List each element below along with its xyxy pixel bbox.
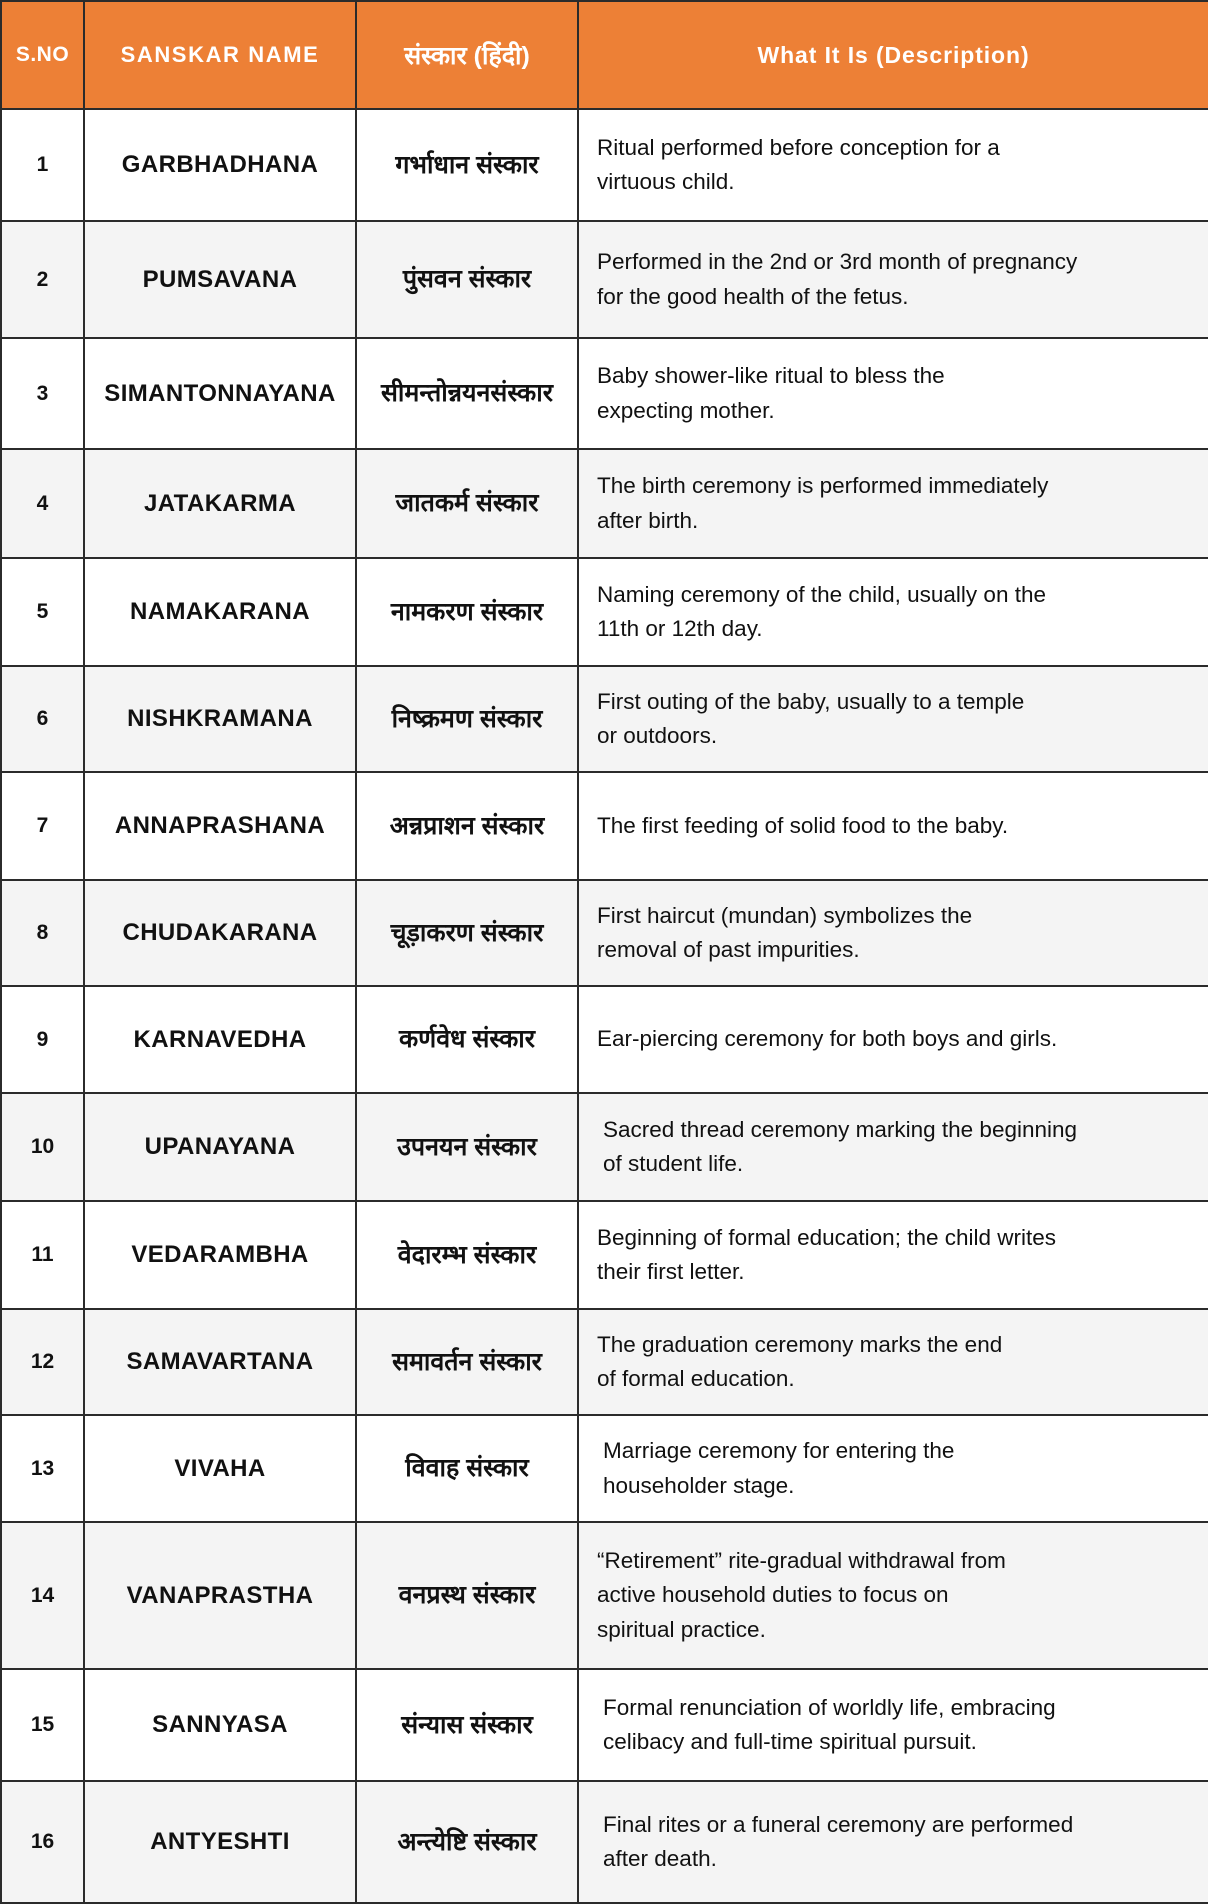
table-row — [1, 666, 1208, 772]
column-header-sno — [1, 1, 84, 109]
cell-sanskar-name: KARNAVEDHA — [84, 986, 356, 1093]
table-body — [1, 109, 1208, 1903]
table-row — [1, 1669, 1208, 1781]
cell-description — [578, 1669, 1208, 1781]
cell-sno: 13 — [1, 1415, 84, 1522]
cell-sanskar-hindi: गर्भाधान संस्कार — [356, 109, 578, 221]
cell-description-line: of student life. — [603, 1151, 744, 1176]
cell-sno: 10 — [1, 1093, 84, 1201]
cell-sanskar-name: ANNAPRASHANA — [84, 772, 356, 880]
table-row — [1, 558, 1208, 666]
cell-description-line: active household duties to focus on — [597, 1582, 949, 1608]
cell-description-line: Naming ceremony of the child, usually on the — [597, 581, 1046, 607]
cell-sanskar-name: CHUDAKARANA — [84, 880, 356, 986]
cell-sno: 11 — [1, 1201, 84, 1309]
cell-sanskar-hindi: वेदारम्भ संस्कार — [356, 1201, 578, 1309]
table-row — [1, 1781, 1208, 1903]
cell-sno: 8 — [1, 880, 84, 986]
cell-sno: 6 — [1, 666, 84, 772]
cell-sanskar-hindi: नामकरण संस्कार — [356, 558, 578, 666]
cell-description-line: Final rites or a funeral ceremony are performed — [603, 1811, 1074, 1837]
column-header-sanskar-name — [84, 1, 356, 109]
cell-description-line: Performed in the 2nd or 3rd month of pregnancy — [597, 249, 1078, 275]
cell-sanskar-name: GARBHADHANA — [84, 109, 356, 221]
cell-description-line: Formal renunciation of worldly life, embracing — [603, 1694, 1056, 1720]
cell-description — [578, 109, 1208, 221]
column-header-description — [578, 1, 1208, 109]
table-row — [1, 221, 1208, 338]
table-row — [1, 338, 1208, 449]
cell-description-line: spiritual practice. — [597, 1616, 766, 1642]
cell-sno: 15 — [1, 1669, 84, 1781]
cell-sanskar-hindi: अन्नप्राशन संस्कार — [356, 772, 578, 880]
cell-sanskar-name: SIMANTONNAYANA — [84, 338, 356, 449]
cell-description-line: celibacy and full-time spiritual pursuit. — [603, 1729, 977, 1754]
cell-sanskar-hindi-line: सीमन्तोन्नयन — [381, 379, 491, 408]
cell-description-line: for the good health of the fetus. — [597, 283, 909, 309]
cell-sno: 16 — [1, 1781, 84, 1903]
cell-sanskar-name: VANAPRASTHA — [84, 1522, 356, 1669]
cell-sanskar-name: JATAKARMA — [84, 449, 356, 558]
cell-description-line: after birth. — [597, 507, 699, 533]
cell-sanskar-hindi: विवाह संस्कार — [356, 1415, 578, 1522]
cell-sno: 3 — [1, 338, 84, 449]
table-row — [1, 449, 1208, 558]
cell-sanskar-name: NAMAKARANA — [84, 558, 356, 666]
cell-description — [578, 1415, 1208, 1522]
cell-description-line: The birth ceremony is performed immediately — [597, 473, 1049, 499]
cell-description — [578, 338, 1208, 449]
cell-sanskar-name: PUMSAVANA — [84, 221, 356, 338]
table-row — [1, 772, 1208, 880]
cell-description-line: Sacred thread ceremony marking the beginning — [603, 1116, 1078, 1142]
cell-description — [578, 1522, 1208, 1669]
cell-sanskar-hindi: वनप्रस्थ संस्कार — [356, 1522, 578, 1669]
column-header-sanskar-name-label: SANSKAR NAME — [120, 42, 320, 67]
cell-sanskar-name: VIVAHA — [84, 1415, 356, 1522]
cell-sanskar-hindi: अन्त्येष्टि संस्कार — [356, 1781, 578, 1903]
cell-description-line: Marriage ceremony for entering the — [603, 1438, 955, 1464]
cell-sanskar-hindi: चूड़ाकरण संस्कार — [356, 880, 578, 986]
cell-sno: 4 — [1, 449, 84, 558]
cell-description — [578, 1201, 1208, 1309]
cell-description-line: Baby shower-like ritual to bless the — [597, 363, 945, 389]
cell-description — [578, 1781, 1208, 1903]
table-row — [1, 880, 1208, 986]
table-row — [1, 986, 1208, 1093]
cell-description-line: Beginning of formal education; the child writes — [597, 1224, 1057, 1250]
cell-description-line: householder stage. — [603, 1472, 795, 1498]
cell-description-line: 11th or 12th day. — [597, 616, 763, 641]
cell-sanskar-hindi: संन्यास संस्कार — [356, 1669, 578, 1781]
cell-description-line: their first letter. — [597, 1259, 745, 1284]
cell-sanskar-hindi: जातकर्म संस्कार — [356, 449, 578, 558]
table-row — [1, 1415, 1208, 1522]
cell-sno: 2 — [1, 221, 84, 338]
table-row — [1, 109, 1208, 221]
cell-sanskar-name: VEDARAMBHA — [84, 1201, 356, 1309]
cell-sanskar-name: SANNYASA — [84, 1669, 356, 1781]
cell-sanskar-name: NISHKRAMANA — [84, 666, 356, 772]
table-row — [1, 1309, 1208, 1415]
table-row — [1, 1093, 1208, 1201]
cell-sno: 1 — [1, 109, 84, 221]
cell-description-line: Ear-piercing ceremony for both boys and girls. — [597, 1026, 1058, 1052]
cell-description — [578, 666, 1208, 772]
cell-sanskar-hindi: उपनयन संस्कार — [356, 1093, 578, 1201]
cell-sanskar-hindi: कर्णवेध संस्कार — [356, 986, 578, 1093]
cell-description-line: expecting mother. — [597, 397, 775, 423]
cell-description — [578, 449, 1208, 558]
cell-sno: 7 — [1, 772, 84, 880]
cell-description — [578, 221, 1208, 338]
column-header-sanskar-hindi-label: संस्कार (हिंदी) — [404, 42, 530, 70]
cell-sanskar-name: ANTYESHTI — [84, 1781, 356, 1903]
cell-sanskar-hindi — [356, 338, 578, 449]
table-header — [1, 1, 1208, 109]
cell-sno: 5 — [1, 558, 84, 666]
cell-sanskar-hindi-line: संस्कार — [490, 379, 553, 408]
cell-sanskar-hindi: समावर्तन संस्कार — [356, 1309, 578, 1415]
cell-description-line: “Retirement” rite-gradual withdrawal from — [597, 1548, 1006, 1574]
cell-description — [578, 558, 1208, 666]
cell-sanskar-hindi: निष्क्रमण संस्कार — [356, 666, 578, 772]
column-header-description-label: What It Is (Description) — [757, 41, 1030, 68]
table-row — [1, 1522, 1208, 1669]
cell-description — [578, 1093, 1208, 1201]
cell-sno: 9 — [1, 986, 84, 1093]
cell-description-line: The first feeding of solid food to the baby. — [597, 812, 1009, 838]
cell-sanskar-name: UPANAYANA — [84, 1093, 356, 1201]
cell-description-line: First haircut (mundan) symbolizes the — [597, 902, 973, 928]
cell-sanskar-hindi: पुंसवन संस्कार — [356, 221, 578, 338]
cell-description-line: First outing of the baby, usually to a temple — [597, 688, 1025, 714]
cell-description-line: removal of past impurities. — [597, 937, 860, 962]
table-row — [1, 1201, 1208, 1309]
cell-description — [578, 1309, 1208, 1415]
cell-description-line: Ritual performed before conception for a — [597, 134, 1000, 160]
cell-sno: 14 — [1, 1522, 84, 1669]
cell-description — [578, 986, 1208, 1093]
cell-description — [578, 772, 1208, 880]
cell-description — [578, 880, 1208, 986]
cell-description-line: after death. — [603, 1846, 717, 1871]
column-header-sanskar-hindi — [356, 1, 578, 109]
cell-description-line: of formal education. — [597, 1366, 795, 1391]
cell-description-line: The graduation ceremony marks the end — [597, 1331, 1003, 1357]
cell-sno: 12 — [1, 1309, 84, 1415]
cell-sanskar-name: SAMAVARTANA — [84, 1309, 356, 1415]
cell-description-line: or outdoors. — [597, 723, 718, 748]
table-header-row — [1, 1, 1208, 109]
column-header-sno-label: S.NO — [15, 43, 70, 66]
cell-description-line: virtuous child. — [597, 169, 735, 194]
